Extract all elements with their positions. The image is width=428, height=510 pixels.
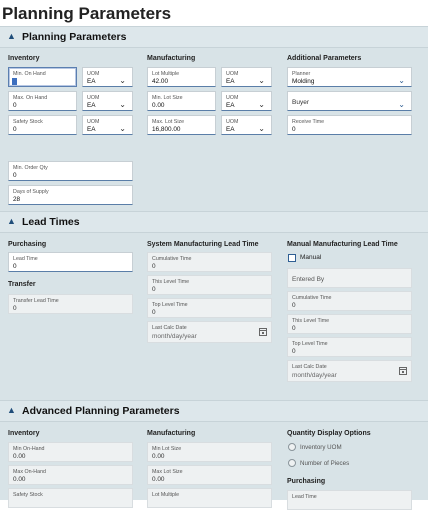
field-value: 0	[13, 305, 17, 312]
chevron-down-icon[interactable]: ⌄	[119, 100, 126, 109]
lot-multiple-uom-select[interactable]	[221, 67, 272, 87]
field-label: Max. On Hand	[13, 95, 48, 101]
field-label: Top Level Time	[292, 341, 328, 347]
max-uom-select[interactable]	[82, 91, 133, 111]
field-value: 0.00	[152, 102, 165, 109]
field-value: EA	[226, 102, 235, 109]
field-label: Min. On Hand	[13, 71, 46, 77]
chevron-up-icon[interactable]: ▲	[7, 405, 16, 415]
field-label: Lot Multiple	[152, 492, 180, 498]
group-heading-manufacturing: Manufacturing	[147, 430, 196, 437]
field-label: UOM	[87, 71, 100, 77]
lot-multiple-field[interactable]	[147, 67, 216, 87]
field-label: Max Lot Size	[152, 469, 183, 475]
chevron-down-icon[interactable]: ⌄	[258, 100, 265, 109]
min-lot-uom-select[interactable]	[221, 91, 272, 111]
chevron-up-icon[interactable]: ▲	[7, 216, 16, 226]
section-title: Planning Parameters	[22, 31, 127, 43]
manual-checkbox[interactable]	[288, 254, 296, 262]
section-title: Lead Times	[22, 216, 80, 228]
chevron-down-icon[interactable]: ⌄	[258, 76, 265, 85]
system-top-level-time	[147, 298, 272, 318]
field-value: EA	[87, 78, 96, 85]
field-value: month/day/year	[152, 333, 197, 340]
group-heading-quantity-display: Quantity Display Options	[287, 430, 371, 437]
section-body-lead-times	[0, 233, 428, 401]
field-label: UOM	[87, 95, 100, 101]
section-title: Advanced Planning Parameters	[22, 405, 180, 417]
field-label: Min. Lot Size	[152, 95, 183, 101]
field-label: Planner	[292, 71, 311, 77]
manual-last-calc-date	[287, 360, 412, 382]
number-of-pieces-radio[interactable]	[288, 459, 296, 467]
field-label: Last Calc Date	[152, 325, 187, 331]
field-label: Last Calc Date	[292, 364, 327, 370]
field-value	[13, 78, 17, 85]
field-value: Molding	[292, 78, 315, 85]
field-value: 0	[152, 309, 156, 316]
adv-max-lot-size	[147, 465, 272, 485]
field-label: UOM	[226, 119, 239, 125]
chevron-down-icon[interactable]: ⌄	[119, 76, 126, 85]
field-label: UOM	[226, 71, 239, 77]
adv-safety-stock	[8, 488, 133, 508]
section-header-advanced[interactable]	[0, 400, 428, 422]
field-value: 28	[13, 196, 21, 203]
field-label: This Level Time	[152, 279, 190, 285]
chevron-down-icon[interactable]: ⌄	[258, 124, 265, 133]
max-lot-size-field[interactable]	[147, 115, 216, 135]
field-value: 0.00	[13, 476, 26, 483]
max-on-hand-field[interactable]	[8, 91, 77, 111]
group-heading-system-lead-time: System Manufacturing Lead Time	[147, 241, 259, 248]
field-label: Cumulative Time	[292, 295, 332, 301]
manual-top-level-time	[287, 337, 412, 357]
field-value: 42.00	[152, 78, 168, 85]
section-header-lead-times[interactable]	[0, 211, 428, 233]
field-label: Top Level Time	[152, 302, 188, 308]
safety-stock-field[interactable]	[8, 115, 77, 135]
group-heading-purchasing: Purchasing	[287, 478, 326, 485]
buyer-placeholder: Buyer	[292, 99, 309, 106]
field-label: Min On-Hand	[13, 446, 45, 452]
group-heading-manual-lead-time: Manual Manufacturing Lead Time	[287, 241, 398, 248]
field-value: 0	[292, 302, 296, 309]
field-label: Days of Supply	[13, 189, 49, 195]
adv-min-lot-size	[147, 442, 272, 462]
chevron-up-icon[interactable]: ▲	[7, 31, 16, 41]
field-label: UOM	[87, 119, 100, 125]
chevron-down-icon[interactable]: ⌄	[119, 124, 126, 133]
group-heading-inventory: Inventory	[8, 430, 40, 437]
adv-min-on-hand	[8, 442, 133, 462]
calendar-icon	[259, 328, 267, 336]
text-cursor	[12, 78, 17, 85]
field-label: Lead Time	[292, 494, 317, 500]
adv-lot-multiple	[147, 488, 272, 508]
field-label: Min Lot Size	[152, 446, 182, 452]
min-on-hand-field[interactable]	[8, 67, 77, 87]
inventory-uom-label: Inventory UOM	[300, 444, 342, 451]
field-value: 0	[292, 325, 296, 332]
number-of-pieces-label: Number of Pieces	[300, 460, 350, 467]
entered-by-field	[287, 268, 412, 288]
field-label: Lead Time	[13, 256, 38, 262]
entered-by-placeholder: Entered By	[292, 276, 325, 283]
section-body-advanced	[0, 422, 428, 500]
field-value: EA	[226, 126, 235, 133]
manual-this-level-time	[287, 314, 412, 334]
field-value: 0	[292, 126, 296, 133]
chevron-down-icon[interactable]: ⌄	[398, 76, 405, 85]
buyer-select[interactable]	[287, 91, 412, 111]
group-heading-manufacturing: Manufacturing	[147, 55, 196, 62]
lead-time-field[interactable]	[8, 252, 133, 272]
field-label: Max On-Hand	[13, 469, 46, 475]
inventory-uom-radio[interactable]	[288, 443, 296, 451]
page-title: Planning Parameters	[0, 0, 428, 26]
safety-uom-select[interactable]	[82, 115, 133, 135]
receive-time-field[interactable]	[287, 115, 412, 135]
field-value: 0.00	[152, 453, 165, 460]
field-value: 0	[13, 102, 17, 109]
field-value: month/day/year	[292, 372, 337, 379]
field-label: Safety Stock	[13, 119, 43, 125]
field-value: 0	[152, 286, 156, 293]
field-value: 0	[292, 348, 296, 355]
field-label: This Level Time	[292, 318, 330, 324]
field-label: Max. Lot Size	[152, 119, 185, 125]
max-lot-uom-select[interactable]	[221, 115, 272, 135]
group-heading-purchasing: Purchasing	[8, 241, 47, 248]
calendar-icon	[399, 367, 407, 375]
field-value: 16,800.00	[152, 126, 181, 133]
system-last-calc-date	[147, 321, 272, 343]
chevron-down-icon[interactable]: ⌄	[398, 100, 405, 109]
field-value: 0	[13, 126, 17, 133]
form-container	[0, 26, 428, 500]
field-value: 0	[13, 263, 17, 270]
group-heading-additional: Additional Parameters	[287, 55, 362, 62]
days-of-supply-field[interactable]	[8, 185, 133, 205]
field-label: Transfer Lead Time	[13, 298, 59, 304]
field-value: EA	[87, 102, 96, 109]
transfer-lead-time-field	[8, 294, 133, 314]
field-value: 0	[13, 172, 17, 179]
field-value: 0.00	[152, 476, 165, 483]
section-header-planning[interactable]	[0, 26, 428, 48]
min-order-qty-field[interactable]	[8, 161, 133, 181]
planner-select[interactable]	[287, 67, 412, 87]
field-label: Min. Order Qty	[13, 165, 48, 171]
manual-cumulative-time	[287, 291, 412, 311]
field-label: Receive Time	[292, 119, 325, 125]
section-body-planning	[0, 48, 428, 233]
field-label: Safety Stock	[13, 492, 43, 498]
field-value: 0	[152, 263, 156, 270]
field-label: Lot Multiple	[152, 71, 180, 77]
field-value: 0.00	[13, 453, 26, 460]
field-value: EA	[226, 78, 235, 85]
group-heading-transfer: Transfer	[8, 281, 36, 288]
system-this-level-time	[147, 275, 272, 295]
adv-max-on-hand	[8, 465, 133, 485]
field-value: EA	[87, 126, 96, 133]
field-label: UOM	[226, 95, 239, 101]
system-cumulative-time	[147, 252, 272, 272]
manual-label: Manual	[300, 254, 322, 261]
group-heading-inventory: Inventory	[8, 55, 40, 62]
adv-lead-time	[287, 490, 412, 510]
min-lot-size-field[interactable]	[147, 91, 216, 111]
min-uom-select[interactable]	[82, 67, 133, 87]
field-label: Cumulative Time	[152, 256, 192, 262]
